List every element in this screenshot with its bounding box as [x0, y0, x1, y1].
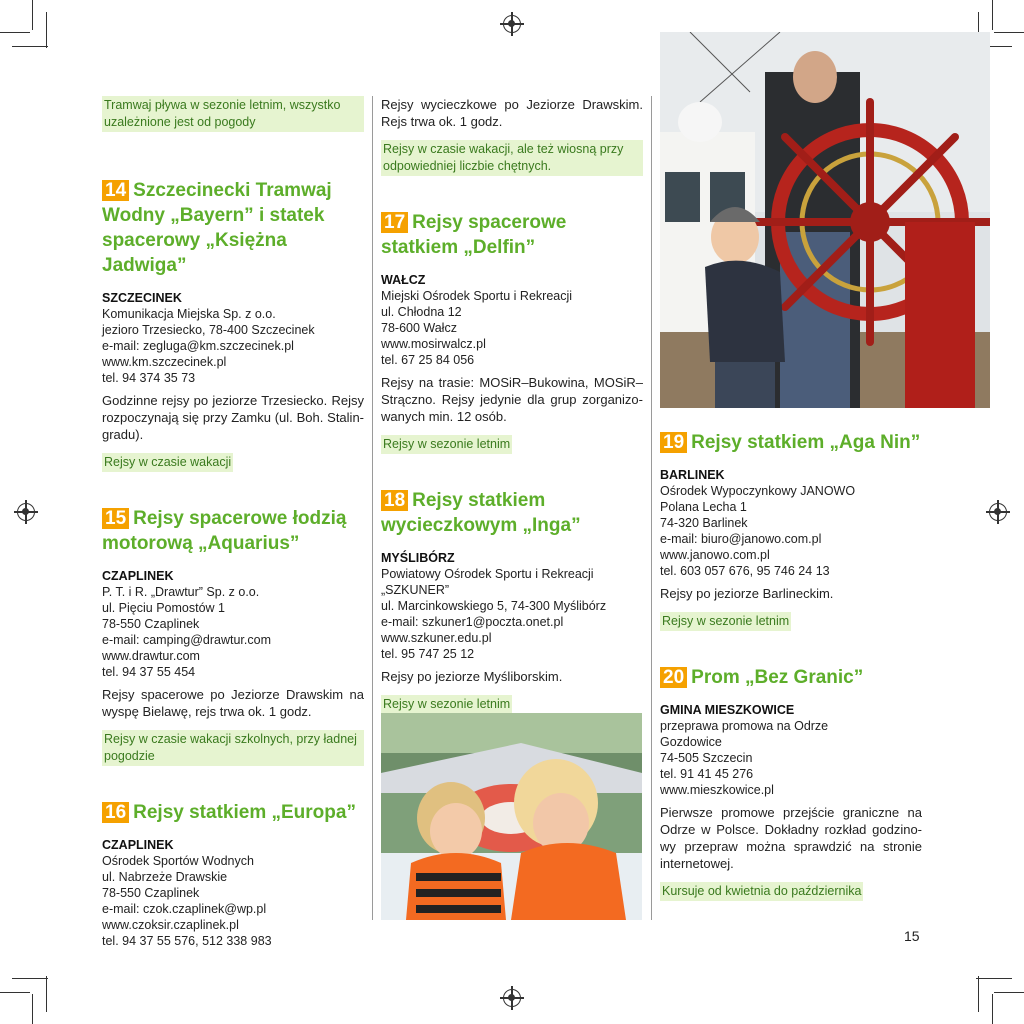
registration-mark-icon — [503, 989, 521, 1007]
crop-mark — [994, 992, 1024, 993]
entry-18-city: MYŚLIBÓRZ — [381, 551, 455, 565]
column-3 — [660, 416, 922, 901]
crop-mark — [12, 46, 48, 47]
entry-14-title: 14 Szczecinecki Tramwaj Wodny „Bayern” i statek spacerowy „Księżna Jadwiga” — [102, 180, 332, 276]
crop-mark — [992, 0, 993, 30]
entry-15-note: Rejsy w czasie wakacji szkolnych, przy ładnej pogodzie — [102, 730, 364, 766]
entry-20-address: przeprawa promowa na Odrze Gozdowice 74-505 Szczecin tel. 91 41 45 276 www.mieszkowice.pl — [660, 719, 829, 797]
entry-17-note: Rejsy w sezonie letnim — [381, 435, 512, 454]
page-number: 15 — [904, 928, 920, 944]
entry-18-title: 18 Rejsy statkiem wycieczkowym „Inga” — [381, 490, 581, 536]
crop-mark — [46, 12, 47, 48]
entry-15-city: CZAPLINEK — [102, 569, 174, 583]
top-description: Rejsy wycieczkowe po Jeziorze Drawskim. Rejs trwa ok. 1 godz. — [381, 97, 643, 129]
entry-18-address: Powiatowy Ośrodek Sportu i Rekreacji „SZKUNER” ul. Marcinkowskiego 5, 74-300 Myślibórz e-mail: szkuner1@poczta.onet.pl www.szkuner.edu.pl tel. 95 747 25 12 — [381, 567, 607, 661]
registration-mark-icon — [17, 503, 35, 521]
entry-14-address: Komunikacja Miejska Sp. z o.o. jezioro Trzesiecko, 78-400 Szczecinek e-mail: zegluga@km.szczecinek.pl www.km.szczecinek.pl tel. 94 374 35 73 — [102, 307, 315, 385]
entry-19-address: Ośrodek Wypoczynkowy JANOWO Polana Lecha 1 74-320 Barlinek e-mail: biuro@janowo.com.pl www.janowo.com.pl tel. 603 057 676, 95 746 24 13 — [660, 484, 856, 578]
entry-19-city: BARLINEK — [660, 468, 725, 482]
entry-17-title: 17 Rejsy spacerowe statkiem „Delfin” — [381, 212, 567, 258]
entry-20-title: 20 Prom „Bez Granic” — [660, 665, 922, 690]
entry-20-note: Kursuje od kwietnia do października — [660, 882, 863, 901]
entry-14-city: SZCZECINEK — [102, 291, 182, 305]
column-2 — [381, 96, 643, 714]
entry-18-description: Rejsy po jeziorze Myśliborskim. — [381, 669, 563, 684]
registration-mark-icon — [989, 503, 1007, 521]
crop-mark — [978, 976, 979, 1012]
entry-19-title: 19 Rejsy statkiem „Aga Nin” — [660, 430, 922, 455]
crop-mark — [0, 992, 30, 993]
column-divider — [372, 96, 373, 920]
entry-17-address: Miejski Ośrodek Sportu i Rekreacji ul. Chłodna 12 78-600 Wałcz www.mosirwalcz.pl tel. 67 25 84 056 — [381, 289, 573, 367]
registration-mark-icon — [503, 15, 521, 33]
entry-17-description: Rejsy na trasie: MOSiR–Bukowina, MOSiR–Strączno. Rejsy jedynie dla grup zorganizo-wanych min. 12 osób. — [381, 375, 643, 424]
crop-mark — [994, 32, 1024, 33]
crop-mark — [46, 976, 47, 1012]
entry-16-city: CZAPLINEK — [102, 838, 174, 852]
crop-mark — [32, 994, 33, 1024]
entry-17-city: WAŁCZ — [381, 273, 426, 287]
crop-mark — [992, 994, 993, 1024]
entry-19-description: Rejsy po jeziorze Barlineckim. — [660, 586, 834, 601]
entry-14-description: Godzinne rejsy po jeziorze Trzesiecko. Rejsy rozpoczynają się przy Zamku (ul. Boh. Stalin-gradu). — [102, 393, 364, 442]
column-divider — [651, 96, 652, 920]
crop-mark — [976, 978, 1012, 979]
entry-20-description: Pierwsze promowe przejście graniczne na Odrze w Polsce. Dokładny rozkład godzino-wy przepraw można sprawdzić na stronie internetowej. — [660, 805, 922, 871]
crop-mark — [32, 0, 33, 30]
entry-15-description: Rejsy spacerowe po Jeziorze Drawskim na wyspę Bielawę, rejs trwa ok. 1 godz. — [102, 687, 364, 719]
entry-14-note: Rejsy w czasie wakacji — [102, 453, 233, 472]
photo-children-boat — [381, 713, 642, 920]
entry-15-address: P. T. i R. „Drawtur” Sp. z o.o. ul. Pięciu Pomostów 1 78-550 Czaplinek e-mail: camping@drawtur.com www.drawtur.com tel. 94 37 55 454 — [102, 585, 271, 679]
entry-19-note: Rejsy w sezonie letnim — [660, 612, 791, 631]
top-note: Tramwaj pływa w sezonie letnim, wszystko uzależnione jest od pogody — [102, 96, 364, 132]
top-note: Rejsy w czasie wakacji, ale też wiosną przy odpowiedniej liczbie chętnych. — [381, 140, 643, 176]
entry-16-title: 16 Rejsy statkiem „Europa” — [102, 800, 364, 825]
crop-mark — [12, 978, 48, 979]
photo-ship-wheel — [660, 32, 990, 408]
column-1 — [102, 96, 364, 949]
entry-16-address: Ośrodek Sportów Wodnych ul. Nabrzeże Drawskie 78-550 Czaplinek e-mail: czok.czaplinek@wp.pl www.czoksir.czaplinek.pl tel. 94 37 55 576, 512 338 983 — [102, 854, 272, 948]
entry-15-title: 15 Rejsy spacerowe łodzią motorową „Aquarius” — [102, 508, 347, 554]
entry-18-note: Rejsy w sezonie letnim — [381, 695, 512, 714]
entry-20-city: GMINA MIESZKOWICE — [660, 703, 795, 717]
crop-mark — [0, 32, 30, 33]
